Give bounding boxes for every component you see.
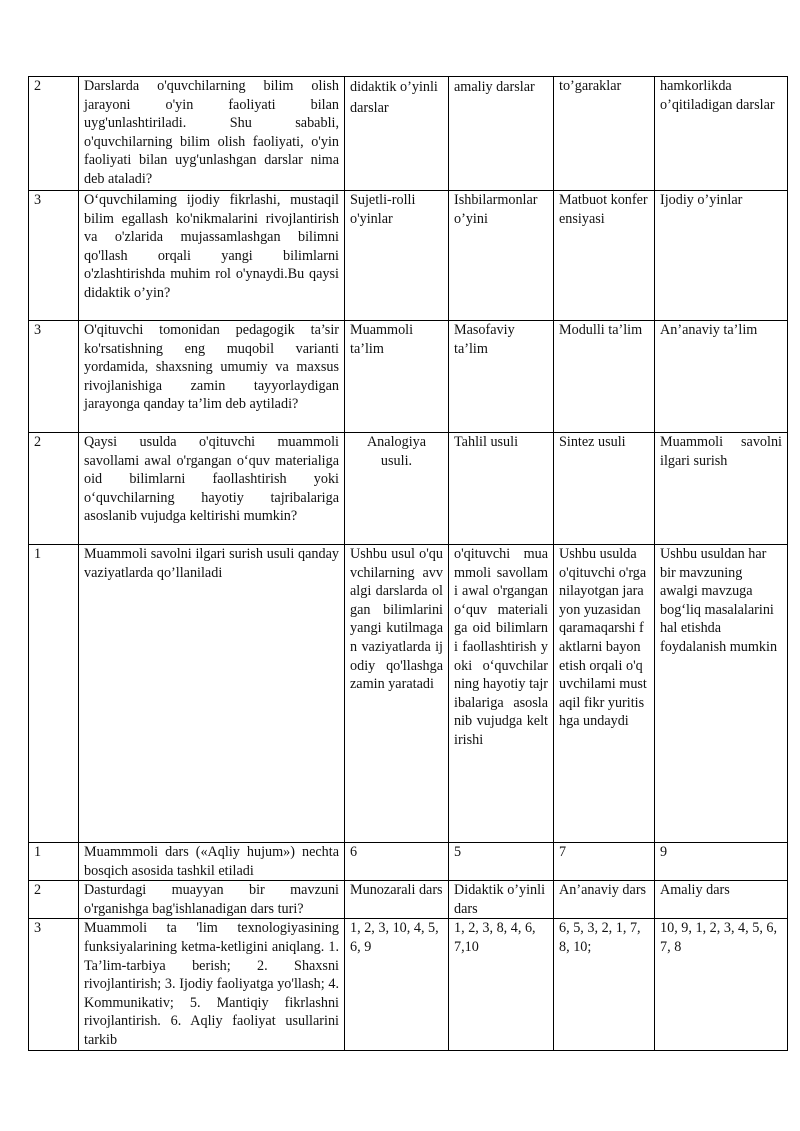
answer-option-b: Tahlil usuli	[449, 433, 554, 545]
answer-option-c: Modulli ta’lim	[554, 321, 655, 433]
question-text: Dasturdagi muayyan bir mavzuni o'rganishga bag'ishlanadigan dars turi?	[79, 881, 345, 919]
table-row	[29, 545, 788, 843]
answer-option-d: Amaliy dars	[655, 881, 788, 919]
question-text: Muammoli ta 'lim texnologiyasining funksiyalarining ketma-ketligini aniqlang. 1. Ta’lim-tarbiya berish; 2. Shaxsni rivojlantirish; 3. Ijodiy faoliyatga yo'llash; 4. Kommunikativ; 5. Mantiqiy fikrlashni rivojlantirish. 6. Aqliy faoliyat usullarini tarkib	[79, 919, 345, 1050]
question-number: 3	[29, 321, 79, 433]
answer-option-b: Didaktik o’yinli dars	[449, 881, 554, 919]
table-row	[29, 433, 788, 545]
answer-option-c: Sintez usuli	[554, 433, 655, 545]
answer-option-c: to’garaklar	[554, 77, 655, 191]
answer-option-c: An’anaviy dars	[554, 881, 655, 919]
table-row	[29, 919, 788, 1050]
table-row	[29, 321, 788, 433]
question-text: Muammmoli dars («Aqliy hujum») nechta bosqich asosida tashkil etiladi	[79, 843, 345, 881]
question-number: 1	[29, 545, 79, 843]
answer-option-d: hamkorlikda o’qitiladigan darslar	[655, 77, 788, 191]
question-text: Qaysi usulda o'qituvchi muammoli savollami awal o'rgangan o‘quv materialiga oid bilimlarni faollashtirish yoki o‘quvchilarning hayotiy tajribalariga asoslanib vujudga keltirishi mumkin?	[79, 433, 345, 545]
answer-option-b: 1, 2, 3, 8, 4, 6, 7,10	[449, 919, 554, 1050]
answer-option-a: Munozarali dars	[345, 881, 449, 919]
answer-option-b: Ishbilarmonlar o’yini	[449, 191, 554, 321]
answer-option-d: Muammoli savolni ilgari surish	[655, 433, 788, 545]
answer-option-b: amaliy darslar	[449, 77, 554, 191]
answer-option-a: Muammoli ta’lim	[345, 321, 449, 433]
question-text: O‘quvchilaming ijodiy fikrlashi, mustaqil bilim egallash ko'nikmalarini rivojlantirish va o'zlarida mujassamlashgan bilimni qo'llash orqali yangi bilimlarni o'zlashtirishda muhim rol o'ynaydi.Bu qaysi didaktik o’yin?	[79, 191, 345, 321]
answer-option-c: Matbuot konferensiyasi	[554, 191, 655, 321]
answer-option-a: Sujetli-rolli o'yinlar	[345, 191, 449, 321]
answer-option-b: Masofaviy ta’lim	[449, 321, 554, 433]
answer-option-d: 10, 9, 1, 2, 3, 4, 5, 6, 7, 8	[655, 919, 788, 1050]
answer-option-b: o'qituvchi muammoli savollami awal o'rgangan o‘quv materialiga oid bilimlarni faollashtirish yoki o‘quvchilarning hayotiy tajribalariga asoslanib vujudga keltirishi	[449, 545, 554, 843]
question-number: 2	[29, 77, 79, 191]
question-number: 1	[29, 843, 79, 881]
answer-option-c: 6, 5, 3, 2, 1, 7, 8, 10;	[554, 919, 655, 1050]
answer-option-d: Ijodiy o’yinlar	[655, 191, 788, 321]
answer-option-a: Analogiya usuli.	[345, 433, 449, 545]
answer-option-b: 5	[449, 843, 554, 881]
question-text: O'qituvchi tomonidan pedagogik ta’sir ko'rsatishning eng muqobil varianti yordamida, shaxsning umumiy va maxsus rivojlanishiga zamin tayyorlaydigan jarayonga qanday ta’lim deb aytiladi?	[79, 321, 345, 433]
question-number: 3	[29, 191, 79, 321]
table-row	[29, 191, 788, 321]
answer-option-a: 6	[345, 843, 449, 881]
answer-option-a: didaktik o’yinli darslar	[345, 77, 449, 191]
table-row	[29, 843, 788, 881]
question-number: 3	[29, 919, 79, 1050]
table-row	[29, 77, 788, 191]
answer-option-d: 9	[655, 843, 788, 881]
answer-option-d: An’anaviy ta’lim	[655, 321, 788, 433]
question-number: 2	[29, 881, 79, 919]
answer-option-c: Ushbu usulda o'qituvchi o'rganilayotgan jarayon yuzasidan qaramaqarshi faktlarni bayon etish orqali o'quvchilami mustaqil fikr yuritishga undaydi	[554, 545, 655, 843]
question-text: Muammoli savolni ilgari surish usuli qanday vaziyatlarda qo’llaniladi	[79, 545, 345, 843]
question-number: 2	[29, 433, 79, 545]
question-table	[28, 76, 788, 1051]
answer-option-c: 7	[554, 843, 655, 881]
question-text: Darslarda o'quvchilarning bilim olish jarayoni o'yin faoliyati bilan uyg'unlashtiriladi. Shu sababli, o'quvchilarning bilim olish faoliyati, o'yin faoliyati bilan uyg'unlashgan darslar nima deb ataladi?	[79, 77, 345, 191]
answer-option-a: Ushbu usul o'quvchilarning avvalgi darslarda olgan bilimlarini yangi kutilmagan vaziyatlarda ijodiy qo'llashga zamin yaratadi	[345, 545, 449, 843]
table-row	[29, 881, 788, 919]
answer-option-a: 1, 2, 3, 10, 4, 5, 6, 9	[345, 919, 449, 1050]
answer-option-d: Ushbu usuldan har bir mavzuning awalgi mavzuga bog‘liq masalalarini hal etishda foydalanish mumkin	[655, 545, 788, 843]
